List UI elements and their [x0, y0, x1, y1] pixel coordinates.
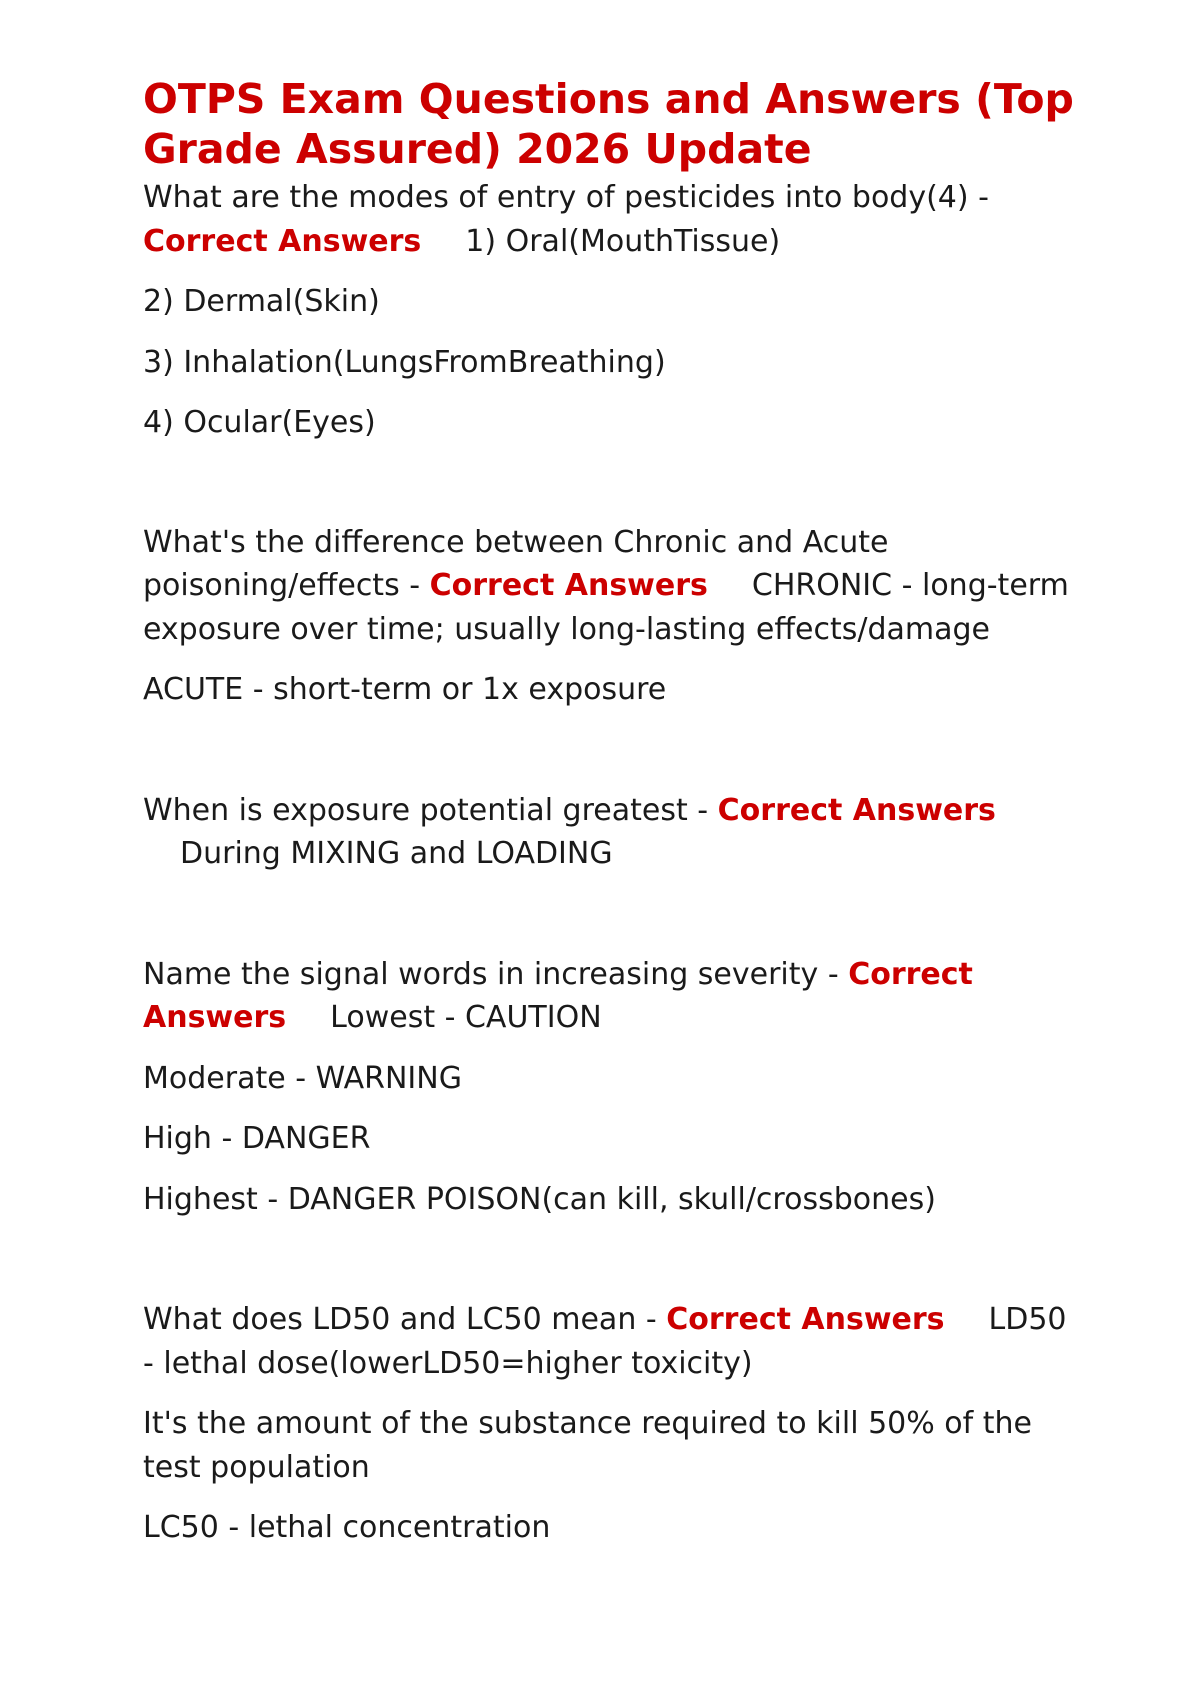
- question-line: [143, 953, 1080, 1040]
- question-line: [143, 789, 1080, 876]
- answer-line: High - DANGER: [143, 1121, 371, 1156]
- answer-text: LD50 - lethal dose(lowerLD50=higher toxicity): [143, 1302, 1067, 1381]
- qa-item-3: [143, 789, 1080, 876]
- question-text: What does LD50 and LC50 mean -: [143, 1302, 657, 1337]
- question-text: What are the modes of entry of pesticides into body(4) -: [143, 180, 989, 215]
- document-title: OTPS Exam Questions and Answers (Top Grade Assured) 2026 Update: [143, 75, 1074, 173]
- answer-line: 2) Dermal(Skin): [143, 284, 380, 319]
- answer-line: Highest - DANGER POISON(can kill, skull/crossbones): [143, 1181, 936, 1217]
- question-text: Name the signal words in increasing severity -: [143, 956, 839, 992]
- answer-text: Lowest - CAUTION: [330, 1000, 602, 1035]
- answer-line: Moderate - WARNING: [143, 1060, 462, 1096]
- question-text: When is exposure potential greatest -: [143, 792, 709, 828]
- answer-label: Correct Answers: [429, 568, 708, 603]
- qa-item-1: [143, 176, 1080, 445]
- question-line: [143, 176, 1080, 263]
- question-text: What's the difference between Chronic and Acute poisoning/effects -: [143, 524, 889, 603]
- answer-text: During MIXING and LOADING: [180, 836, 613, 871]
- answer-text: 1) Oral(MouthTissue): [465, 223, 781, 259]
- answer-label: Correct Answers: [143, 956, 973, 1035]
- answer-line: LC50 - lethal concentration: [143, 1510, 551, 1545]
- answer-text: CHRONIC - long-term exposure over time; usually long-lasting effects/damage: [143, 568, 1069, 647]
- answer-line: 3) Inhalation(LungsFromBreathing): [143, 344, 666, 380]
- qa-item-2: [143, 521, 1080, 712]
- answer-line: 4) Ocular(Eyes): [143, 405, 376, 440]
- question-line: [143, 1298, 1080, 1385]
- answer-label: Correct Answers: [717, 792, 996, 828]
- answer-line: ACUTE - short-term or 1x exposure: [143, 672, 667, 707]
- qa-item-5: [143, 1298, 1080, 1550]
- answer-line: It's the amount of the substance required to kill 50% of the test population: [143, 1406, 1032, 1485]
- answer-label: Correct Answers: [666, 1302, 945, 1337]
- question-line: [143, 521, 1080, 652]
- answer-label: Correct Answers: [143, 223, 422, 259]
- qa-item-4: [143, 953, 1080, 1222]
